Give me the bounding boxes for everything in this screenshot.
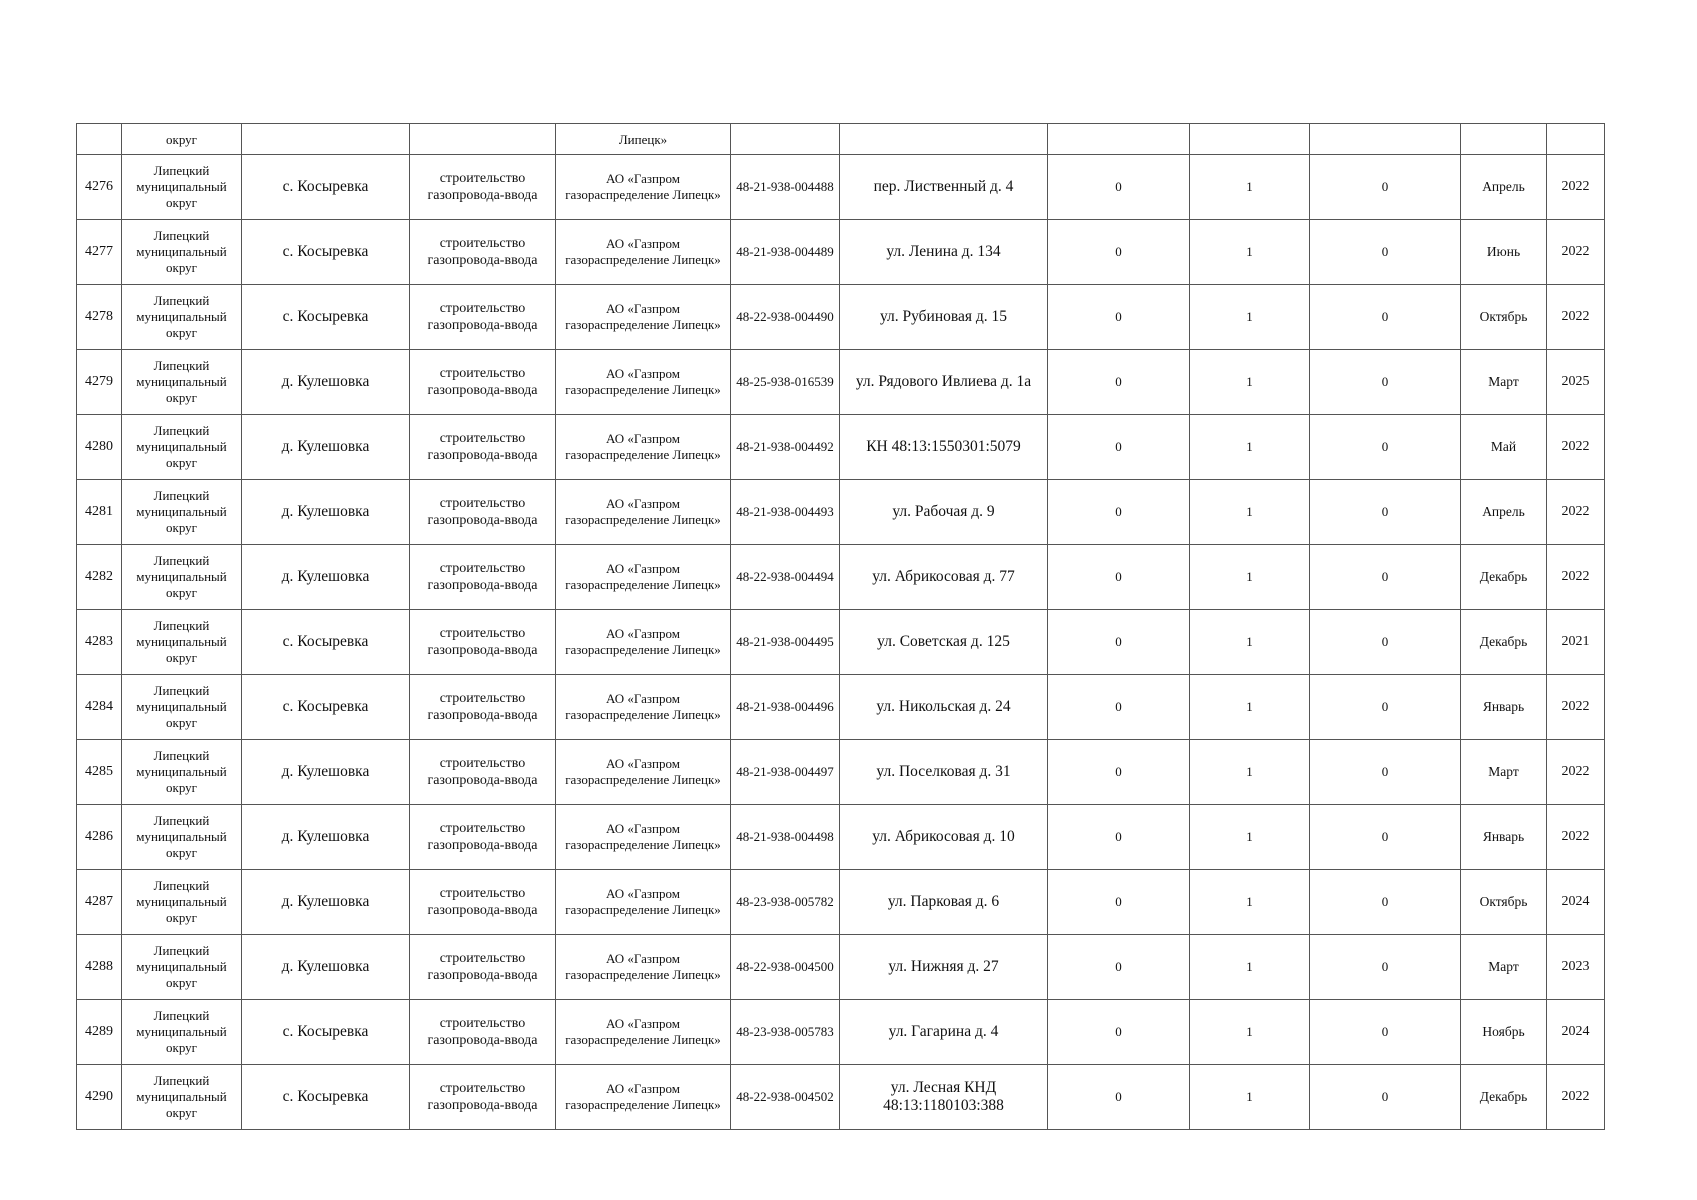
cell-v2: 1 [1190,740,1310,805]
cell-year: 2022 [1547,220,1605,285]
cell-address: ул. Рабочая д. 9 [840,480,1048,545]
cell-address: ул. Ленина д. 134 [840,220,1048,285]
cell-work: строительство газопровода-ввода [410,935,556,1000]
cell-month: Январь [1461,805,1547,870]
cell-address: ул. Абрикосовая д. 10 [840,805,1048,870]
cell-organization: АО «Газпром газораспределение Липецк» [556,220,731,285]
cell-settlement: с. Косыревка [242,610,410,675]
cell-year: 2022 [1547,155,1605,220]
cell-v1: 0 [1048,870,1190,935]
cell-v3: 0 [1310,1065,1461,1130]
cell-organization: Липецк» [556,124,731,155]
cell-settlement: д. Кулешовка [242,350,410,415]
cell-month: Январь [1461,675,1547,740]
cell-num: 4282 [77,545,122,610]
cell-v2: 1 [1190,805,1310,870]
cell-month [1461,124,1547,155]
cell-year: 2022 [1547,285,1605,350]
cell-v3: 0 [1310,610,1461,675]
cell-address: КН 48:13:1550301:5079 [840,415,1048,480]
cell-month: Декабрь [1461,1065,1547,1130]
cell-address: ул. Рядового Ивлиева д. 1а [840,350,1048,415]
cell-district: Липецкий муниципальный округ [122,805,242,870]
cell-v2: 1 [1190,935,1310,1000]
cell-settlement: д. Кулешовка [242,870,410,935]
cell-num: 4280 [77,415,122,480]
cell-month: Апрель [1461,480,1547,545]
cell-address: ул. Лесная КНД 48:13:1180103:388 [840,1065,1048,1130]
cell-work: строительство газопровода-ввода [410,155,556,220]
cell-district: Липецкий муниципальный округ [122,870,242,935]
cell-month: Май [1461,415,1547,480]
cell-district: Липецкий муниципальный округ [122,1000,242,1065]
cell-code: 48-22-938-004490 [731,285,840,350]
cell-month: Октябрь [1461,285,1547,350]
cell-code: 48-25-938-016539 [731,350,840,415]
table-row [77,350,1605,415]
cell-v2: 1 [1190,350,1310,415]
table-row [77,1065,1605,1130]
cell-year: 2022 [1547,740,1605,805]
cell-district: Липецкий муниципальный округ [122,480,242,545]
cell-work [410,124,556,155]
table-row [77,480,1605,545]
cell-district: Липецкий муниципальный округ [122,1065,242,1130]
cell-code: 48-22-938-004500 [731,935,840,1000]
table-row [77,805,1605,870]
cell-v2: 1 [1190,870,1310,935]
cell-v1: 0 [1048,1065,1190,1130]
cell-organization: АО «Газпром газораспределение Липецк» [556,805,731,870]
cell-v3 [1310,124,1461,155]
cell-district: Липецкий муниципальный округ [122,285,242,350]
cell-v3: 0 [1310,870,1461,935]
cell-v1 [1048,124,1190,155]
cell-work: строительство газопровода-ввода [410,740,556,805]
table-row [77,675,1605,740]
cell-address: пер. Лиственный д. 4 [840,155,1048,220]
cell-v3: 0 [1310,1000,1461,1065]
table-row [77,220,1605,285]
cell-address: ул. Рубиновая д. 15 [840,285,1048,350]
cell-code: 48-23-938-005782 [731,870,840,935]
cell-settlement: д. Кулешовка [242,805,410,870]
cell-organization: АО «Газпром газораспределение Липецк» [556,1065,731,1130]
cell-v3: 0 [1310,935,1461,1000]
cell-settlement: д. Кулешовка [242,415,410,480]
cell-work: строительство газопровода-ввода [410,350,556,415]
cell-num: 4284 [77,675,122,740]
registry-body [77,124,1605,1130]
cell-num: 4277 [77,220,122,285]
cell-month: Декабрь [1461,545,1547,610]
cell-address: ул. Поселковая д. 31 [840,740,1048,805]
cell-work: строительство газопровода-ввода [410,805,556,870]
cell-num: 4279 [77,350,122,415]
cell-year: 2024 [1547,870,1605,935]
cell-work: строительство газопровода-ввода [410,870,556,935]
cell-district: Липецкий муниципальный округ [122,545,242,610]
cell-v1: 0 [1048,285,1190,350]
cell-work: строительство газопровода-ввода [410,610,556,675]
cell-month: Июнь [1461,220,1547,285]
table-row [77,935,1605,1000]
cell-year: 2022 [1547,415,1605,480]
cell-organization: АО «Газпром газораспределение Липецк» [556,350,731,415]
cell-v2: 1 [1190,415,1310,480]
cell-code: 48-21-938-004493 [731,480,840,545]
cell-code: 48-21-938-004492 [731,415,840,480]
cell-address: ул. Абрикосовая д. 77 [840,545,1048,610]
cell-work: строительство газопровода-ввода [410,480,556,545]
cell-num: 4283 [77,610,122,675]
cell-month: Март [1461,740,1547,805]
cell-work: строительство газопровода-ввода [410,220,556,285]
cell-v2 [1190,124,1310,155]
cell-v1: 0 [1048,740,1190,805]
cell-num: 4290 [77,1065,122,1130]
cell-num [77,124,122,155]
cell-v1: 0 [1048,805,1190,870]
cell-code: 48-23-938-005783 [731,1000,840,1065]
cell-district: Липецкий муниципальный округ [122,220,242,285]
cell-district: округ [122,124,242,155]
cell-settlement: с. Косыревка [242,675,410,740]
cell-district: Липецкий муниципальный округ [122,610,242,675]
cell-work: строительство газопровода-ввода [410,285,556,350]
cell-settlement: с. Косыревка [242,155,410,220]
cell-organization: АО «Газпром газораспределение Липецк» [556,610,731,675]
cell-organization: АО «Газпром газораспределение Липецк» [556,285,731,350]
table-row [77,545,1605,610]
cell-v2: 1 [1190,285,1310,350]
cell-work: строительство газопровода-ввода [410,1000,556,1065]
cell-num: 4286 [77,805,122,870]
cell-v1: 0 [1048,480,1190,545]
cell-district: Липецкий муниципальный округ [122,155,242,220]
cell-organization: АО «Газпром газораспределение Липецк» [556,675,731,740]
cell-year: 2025 [1547,350,1605,415]
cell-v3: 0 [1310,480,1461,545]
cell-num: 4278 [77,285,122,350]
cell-settlement [242,124,410,155]
cell-year: 2021 [1547,610,1605,675]
cell-organization: АО «Газпром газораспределение Липецк» [556,415,731,480]
cell-code: 48-22-938-004494 [731,545,840,610]
cell-v1: 0 [1048,610,1190,675]
cell-settlement: с. Косыревка [242,220,410,285]
cell-year: 2022 [1547,480,1605,545]
cell-address: ул. Советская д. 125 [840,610,1048,675]
cell-code: 48-22-938-004502 [731,1065,840,1130]
cell-code: 48-21-938-004496 [731,675,840,740]
cell-v2: 1 [1190,675,1310,740]
cell-settlement: д. Кулешовка [242,545,410,610]
cell-settlement: с. Косыревка [242,1065,410,1130]
cell-year: 2024 [1547,1000,1605,1065]
cell-address: ул. Нижняя д. 27 [840,935,1048,1000]
cell-v1: 0 [1048,415,1190,480]
cell-v3: 0 [1310,415,1461,480]
cell-organization: АО «Газпром газораспределение Липецк» [556,935,731,1000]
cell-v1: 0 [1048,935,1190,1000]
cell-v3: 0 [1310,220,1461,285]
cell-v2: 1 [1190,220,1310,285]
cell-month: Март [1461,350,1547,415]
cell-code [731,124,840,155]
cell-num: 4285 [77,740,122,805]
cell-v2: 1 [1190,1065,1310,1130]
cell-code: 48-21-938-004495 [731,610,840,675]
cell-district: Липецкий муниципальный округ [122,740,242,805]
cell-num: 4276 [77,155,122,220]
cell-v1: 0 [1048,545,1190,610]
cell-v1: 0 [1048,350,1190,415]
cell-v3: 0 [1310,675,1461,740]
registry-table [76,123,1605,1130]
continuation-row [77,124,1605,155]
cell-address: ул. Гагарина д. 4 [840,1000,1048,1065]
cell-num: 4289 [77,1000,122,1065]
cell-code: 48-21-938-004489 [731,220,840,285]
cell-v2: 1 [1190,1000,1310,1065]
cell-year: 2022 [1547,675,1605,740]
cell-address: ул. Никольская д. 24 [840,675,1048,740]
cell-district: Липецкий муниципальный округ [122,935,242,1000]
cell-month: Октябрь [1461,870,1547,935]
cell-v1: 0 [1048,1000,1190,1065]
cell-v1: 0 [1048,220,1190,285]
cell-settlement: с. Косыревка [242,1000,410,1065]
cell-organization: АО «Газпром газораспределение Липецк» [556,870,731,935]
cell-settlement: д. Кулешовка [242,740,410,805]
cell-v3: 0 [1310,350,1461,415]
table-row [77,610,1605,675]
cell-v2: 1 [1190,610,1310,675]
cell-work: строительство газопровода-ввода [410,415,556,480]
cell-year [1547,124,1605,155]
cell-year: 2022 [1547,805,1605,870]
cell-num: 4287 [77,870,122,935]
cell-v3: 0 [1310,155,1461,220]
cell-district: Липецкий муниципальный округ [122,415,242,480]
table-row [77,415,1605,480]
cell-v1: 0 [1048,675,1190,740]
cell-year: 2022 [1547,545,1605,610]
cell-v3: 0 [1310,545,1461,610]
table-row [77,870,1605,935]
cell-settlement: д. Кулешовка [242,935,410,1000]
cell-district: Липецкий муниципальный округ [122,350,242,415]
cell-v1: 0 [1048,155,1190,220]
cell-organization: АО «Газпром газораспределение Липецк» [556,1000,731,1065]
cell-address: ул. Парковая д. 6 [840,870,1048,935]
cell-month: Апрель [1461,155,1547,220]
cell-month: Март [1461,935,1547,1000]
table-row [77,155,1605,220]
cell-settlement: с. Косыревка [242,285,410,350]
cell-num: 4281 [77,480,122,545]
table-row [77,1000,1605,1065]
cell-v2: 1 [1190,155,1310,220]
cell-code: 48-21-938-004498 [731,805,840,870]
cell-organization: АО «Газпром газораспределение Липецк» [556,545,731,610]
cell-address [840,124,1048,155]
cell-year: 2023 [1547,935,1605,1000]
cell-settlement: д. Кулешовка [242,480,410,545]
cell-organization: АО «Газпром газораспределение Липецк» [556,480,731,545]
cell-district: Липецкий муниципальный округ [122,675,242,740]
table-row [77,740,1605,805]
cell-v3: 0 [1310,805,1461,870]
cell-organization: АО «Газпром газораспределение Липецк» [556,155,731,220]
cell-v3: 0 [1310,740,1461,805]
cell-organization: АО «Газпром газораспределение Липецк» [556,740,731,805]
cell-month: Ноябрь [1461,1000,1547,1065]
cell-code: 48-21-938-004497 [731,740,840,805]
cell-work: строительство газопровода-ввода [410,1065,556,1130]
cell-v2: 1 [1190,480,1310,545]
cell-year: 2022 [1547,1065,1605,1130]
cell-num: 4288 [77,935,122,1000]
cell-month: Декабрь [1461,610,1547,675]
cell-work: строительство газопровода-ввода [410,545,556,610]
cell-code: 48-21-938-004488 [731,155,840,220]
cell-v3: 0 [1310,285,1461,350]
table-row [77,285,1605,350]
cell-v2: 1 [1190,545,1310,610]
cell-work: строительство газопровода-ввода [410,675,556,740]
